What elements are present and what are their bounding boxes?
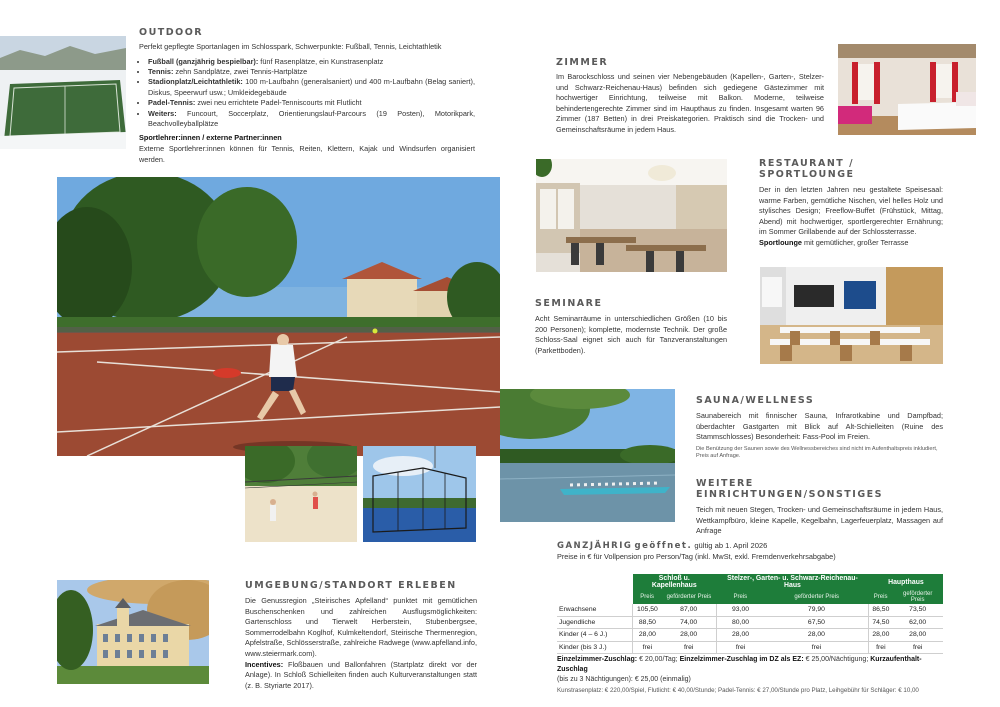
umgebung-heading: UMGEBUNG/STANDORT ERLEBEN — [245, 580, 457, 591]
restaurant-photo — [536, 159, 727, 272]
outdoor-bullet: • Fußball (ganzjährig bespielbar): fünf Rasenplätze, ein Kunstrasenplatz — [148, 57, 475, 67]
seminare-text: Acht Seminarräume in unterschiedlichen Größen (10 bis 200 Personen); komplette, modernste Technik. Der große Schloss-Saal eignet sich auch für Tanzveranstaltungen (Parkettboden). — [535, 314, 727, 355]
group-header: Stelzer-, Garten- u. Schwarz-Reichenau-Haus — [716, 574, 869, 590]
lake-paddle-photo — [500, 389, 675, 522]
weitere-heading: WEITERE EINRICHTUNGEN/SONSTIGES — [696, 478, 883, 500]
outdoor-bullet: • Padel-Tennis: zwei neu errichtete Padel-Tenniscourts mit Flutlicht — [148, 98, 475, 108]
zimmer-section — [556, 57, 824, 136]
outdoor-bullet-list — [139, 57, 475, 130]
subcol-header: Preis — [869, 590, 893, 604]
subcol-header: geförderter Preis — [892, 590, 943, 604]
castle-photo — [57, 580, 209, 684]
table-row: Kinder (bis 3 J.) frei frei frei frei frei frei — [557, 641, 943, 654]
sauna-section — [696, 395, 943, 461]
lounge-text: Sportlounge mit gemütlicher, großer Terrasse — [759, 237, 909, 247]
restaurant-text: Der in den letzten Jahren neu gestaltete Speisesaal: warme Farben, gemütliche Nischen, viel helles Holz und stylisches Design; Freeflow-Buffet (Frühstück, Mittag, Abend) mit hochwertiger, sportlergerechter Ernährung; im Sommer Grillabende auf der Schlossterrasse. — [759, 185, 943, 237]
winter-sportsfield-photo — [0, 36, 126, 149]
umgebung-text: Die Genussregion „Steirisches Apfelland“ punktet mit gemütlichen Buschenschenken und zahlreichen Ausflugsmöglichkeiten: Gartenschloss und Tierwelt Herberstein, Stubenbergsee, Sommerrodelbahn Koglhof, Kulmkeltendorf, Steirische Thermenregion, Apfelstraße, Schlösserstraße, zahlreiche Radwege (www.apfelland.info, www.steiermark.com). — [245, 596, 477, 658]
prices-section — [557, 541, 947, 563]
restaurant-section — [759, 158, 943, 249]
prices-valid: gültig ab 1. April 2026 — [694, 541, 768, 550]
subcol-header: Preis — [633, 590, 662, 604]
extras-prices: Kunstrasenplatz: € 220,00/Spiel, Flutlicht: € 40,00/Stunde; Padel-Tennis: € 27,00/Stunde pro Platz, Leihgebühr für Schläger: € 10,00 — [557, 687, 919, 694]
sauna-text: Saunabereich mit finnischer Sauna, Infrarotkabine und Dampfbad; überdachter Gastgarten mit Blick auf Alt-Schielleiten (Ruine des Stammschlosses) Besonderheit: Fass-Pool im Freien. — [696, 411, 943, 442]
table-row: Erwachsene 105,50 87,00 93,00 79,90 86,50 73,50 — [557, 604, 943, 616]
umgebung-section — [245, 580, 477, 691]
outdoor-bullet: • Weiters: Funcourt, Soccerplatz, Orientierungslauf-Parcours (19 Posten), Motorikpark, Beachvolleyballplätze — [148, 109, 475, 130]
tennis-court-photo — [57, 177, 500, 456]
trainer-heading: Sportlehrer:innen / externe Partner:innen — [139, 133, 282, 143]
outdoor-heading: OUTDOOR — [139, 27, 204, 38]
padel-court-photo — [363, 446, 476, 542]
seminare-heading: SEMINARE — [535, 298, 603, 309]
incentives-text: Incentives: Floßbauen und Ballonfahren (Startplatz direkt vor der Anlage). In Schloß Schielleiten finden auch Kulturveranstaltungen statt (z. B. Styriarte 2017). — [245, 659, 477, 690]
weitere-section — [696, 478, 943, 537]
seminar-room-photo — [760, 267, 943, 364]
prices-heading: GANZJÄHRIG geöffnet. gültig ab 1. April 2026 — [557, 541, 768, 551]
restaurant-heading: RESTAURANT / SPORTLOUNGE — [759, 158, 855, 180]
price-table-wrap — [557, 574, 947, 654]
beach-volleyball-photo — [245, 446, 357, 542]
weitere-text: Teich mit neuen Stegen, Trocken- und Gemeinschaftsräume in jedem Haus, Wettkampfbüro, kleine Kapelle, Kegelbahn, Lagerfeuerplatz, Massagen auf Anfrage — [696, 505, 943, 536]
subcol-header: geförderter Preis — [662, 590, 716, 604]
subcol-header: Preis — [716, 590, 764, 604]
sauna-heading: SAUNA/WELLNESS — [696, 395, 815, 406]
room-photo — [838, 44, 976, 135]
price-table — [557, 574, 943, 654]
group-header: Haupthaus — [869, 574, 943, 590]
group-header: Schloß u. Kapellenhaus — [633, 574, 717, 590]
prices-subtitle: Preise in € für Vollpension pro Person/Tag (inkl. MwSt, exkl. Fremdenverkehrsabgabe) — [557, 552, 836, 561]
subcol-header: geförderter Preis — [765, 590, 869, 604]
outdoor-section — [139, 27, 475, 165]
table-row: Jugendliche 88,50 74,00 80,00 67,50 74,50 62,00 — [557, 616, 943, 629]
outdoor-bullet: • Stadionplatz/Leichtathletik: 100 m-Laufbahn (generalsaniert) und 400 m-Laufbahn (Belag saniert), Diskus, Speerwurf usw.; Umkleidegebäude — [148, 77, 475, 98]
zimmer-heading: ZIMMER — [556, 57, 609, 68]
outdoor-bullet: • Tennis: zehn Sandplätze, zwei Tennis-Hartplätze — [148, 67, 475, 77]
seminare-section — [535, 298, 727, 356]
outdoor-intro: Perfekt gepflegte Sportanlagen im Schlosspark, Schwerpunkte: Fußball, Tennis, Leichtathletik — [139, 42, 442, 51]
zimmer-text: Im Barockschloss und seinen vier Nebengebäuden (Kapellen-, Garten-, Stelzer- und Schwarz-Reichenau-Haus) befinden sich gediegene Gästezimmer mit hochwertiger Einrichtung, teilweise mit Balkon. Moderne, teilweise behindertengerechte Zimmer sind im Haupthaus zu finden. Insgesamt warten 96 Zimmer (187 Betten) in drei Preiskategorien. Praktisch sind die Trocken- und Gemeinschaftsräume in jedem Haus. — [556, 72, 824, 134]
sauna-note: Die Benützung der Saunen sowie des Wellnessbereiches sind nicht im Aufenthaltspreis inkludiert, Preis auf Anfrage. — [696, 445, 938, 460]
table-row: Kinder (4 – 6 J.) 28,00 28,00 28,00 28,00 28,00 28,00 — [557, 629, 943, 642]
trainer-text: Externe Sportlehrer:innen können für Tennis, Reiten, Klettern, Kajak und Windsurfen organisiert werden. — [139, 144, 475, 164]
single-room-surcharge: Einzelzimmer-Zuschlag: € 20,00/Tag; Einzelzimmer-Zuschlag im DZ als EZ: € 25,00/Nächtigung; Kurzaufenthalt-Zuschlag (bis zu 3 Nächtigungen): € 25,00 (einmalig) — [557, 656, 922, 683]
surcharge-notes — [557, 655, 947, 694]
